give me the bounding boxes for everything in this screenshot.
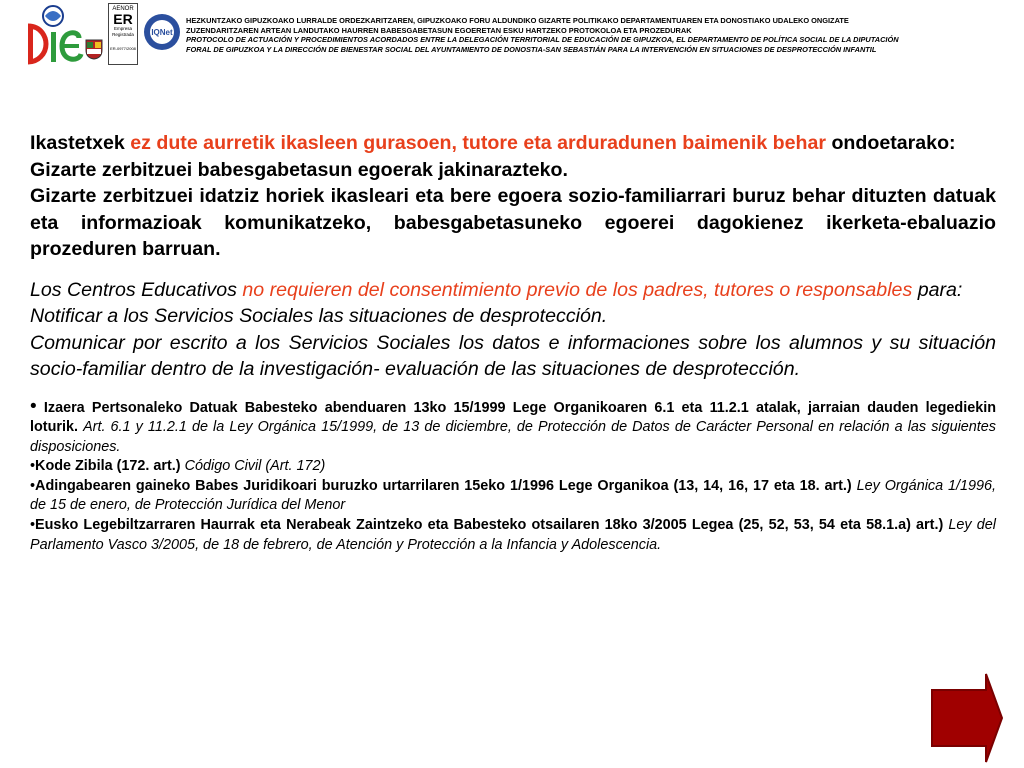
page-header xyxy=(0,0,1024,72)
list-item: •Kode Zibila (172. art.) Código Civil (Art. 172) xyxy=(30,458,326,475)
spanish-paragraph-2: Notificar a los Servicios Sociales las situaciones de desprotección. xyxy=(30,305,608,327)
list-item: • Izaera Pertsonaleko Datuak Babesteko abenduaren 13ko 15/1999 Lege Organikoaren 6.1 eta 11.2.1 atalak, jarraian dauden legediekin loturik. Art. 6.1 y 11.2.1 de la Ley Orgánica 15/1999, de 13 de diciembre, de Protección de Datos de Carácter Personal en relación a las siguientes disposiciones. xyxy=(30,395,997,455)
next-arrow-icon[interactable] xyxy=(930,672,1004,764)
list-item: •Eusko Legebiltzarraren Haurrak eta Nerabeak Zaintzeko eta Babesteko otsailaren 18ko 3/2005 Legea (25, 52, 53, 54 eta 58.1.a) art.) Ley del Parlamento Vasco 3/2005, de 18 de febrero, de Atención y Protección a la Infancia y Adolescencia. xyxy=(30,517,997,553)
header-line: PROTOCOLO DE ACTUACIÓN Y PROCEDIMIENTOS ACORDADOS ENTRE LA DELEGACIÓN TERRITORIAL DE EDUCACIÓN DE GIPUZKOA, EL DEPARTAMENTO DE POLÍTICA SOCIAL DE LA DIPUTACIÓN xyxy=(186,35,899,45)
header-title xyxy=(186,16,1014,54)
header-line: FORAL DE GIPUZKOA Y LA DIRECCIÓN DE BIENESTAR SOCIAL DEL AYUNTAMIENTO DE DONOSTIA-SAN SEBASTIÁN PARA LA INTERVENCIÓN EN SITUACIONES DE DESPROTECCIÓN INFANTIL xyxy=(186,44,877,54)
basque-paragraph-1: Ikastetxek ez dute aurretik ikasleen gurasoen, tutore eta arduradunen baimenik behar ondoetarako: xyxy=(30,132,956,154)
basque-paragraph-3: Gizarte zerbitzuei idatziz horiek ikasleari eta bere egoera sozio-familiarrari buruz behar dituzten datuak eta informazioak komunikatzeko, babesgabetasuneko egoerei dagokienez ikerketa-ebaluazio prozeduren barruan. xyxy=(30,185,996,260)
basque-paragraph-2: Gizarte zerbitzuei babesgabetasun egoerak jakinarazteko. xyxy=(30,158,568,181)
list-item: •Adingabearen gaineko Babes Juridikoari buruzko urtarrilaren 15eko 1/1996 Lege Organikoa (13, 14, 16, 17 eta 18. art.) Ley Orgánica 1/1996, de 15 de enero, de Protección Jurídica del Menor xyxy=(30,477,997,514)
slide-content xyxy=(30,130,996,555)
legal-references-list xyxy=(30,397,996,556)
spanish-paragraph-1: Los Centros Educativos no requieren del consentimiento previo de los padres, tutores o responsables para: xyxy=(30,278,963,301)
die-logo-icon xyxy=(24,4,84,68)
iqnet-certification-icon xyxy=(142,12,182,52)
spanish-paragraph-3: Comunicar por escrito a los Servicios Sociales los datos e informaciones sobre los alumnos y su situación socio-familiar dentro de la investigación- evaluación de las situaciones de desprotección. xyxy=(30,331,996,380)
svg-text:IQNet: IQNet xyxy=(151,28,173,37)
euskadi-shield-icon xyxy=(84,38,104,60)
header-line: HEZKUNTZAKO GIPUZKOAKO LURRALDE ORDEZKARITZAREN, GIPUZKOAKO FORU ALDUNDIKO GIZARTE POLITIKAKO DEPARTAMENTUAREN ETA DONOSTIAKO UDALEKO ONGIZATE xyxy=(186,16,849,25)
header-line: ZUZENDARITZAREN ARTEAN LANDUTAKO HAURREN BABESGABETASUN EGOERETAN ESKU HARTZEKO PROTOKOLOA ETA PROZEDURAK xyxy=(186,25,692,35)
aenor-logo: AENOR ER Empresa Registrada ER-0977/2008 xyxy=(108,3,138,65)
